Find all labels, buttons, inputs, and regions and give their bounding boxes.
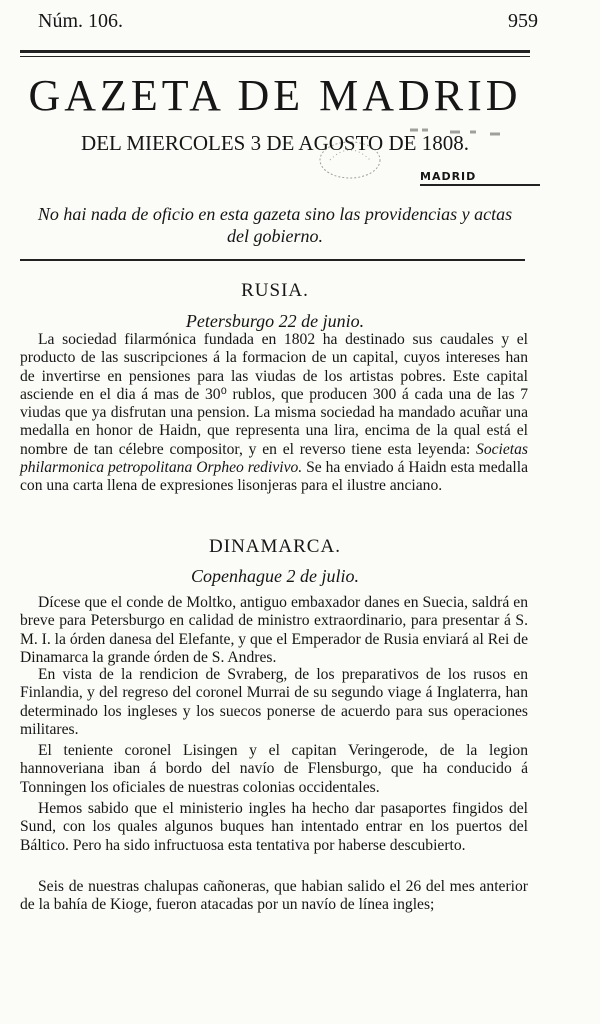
page-number: 959 (508, 10, 538, 32)
stamp-underline (420, 184, 540, 186)
dateline-dinamarca: Copenhague 2 de julio. (191, 566, 359, 586)
notice-line-2: del gobierno. (227, 226, 323, 246)
header-rule-thin (20, 56, 530, 57)
page-header (38, 10, 538, 36)
masthead-title: GAZETA DE MADRID (28, 71, 522, 120)
article-paragraph: En vista de la rendicion de Svraberg, de los preparativos de los rusos en Finlandia, y del regreso del coronel Murrai de su segundo viage á Inglaterra, han determinado los ingleses y los suecos ponerse de acuerdo para sus operaciones militares. (20, 666, 528, 738)
stamp-text: MADRID (420, 170, 477, 183)
issue-number: Núm. 106. (38, 10, 123, 32)
dateline: DEL MIERCOLES 3 DE AGOSTO DE 1808. (81, 131, 469, 155)
dateline-rusia: Petersburgo 22 de junio. (185, 311, 365, 331)
medal-motto: Societas philarmonica petropolitana Orpheo redivivo. (20, 440, 528, 477)
official-notice (30, 203, 520, 247)
article-paragraph: Dícese que el conde de Moltko, antiguo embaxador danes en Suecia, saldrá en breve para Petersburgo en calidad de ministro extraordinario, para presentar á S. M. I. la órden danesa del Elefante, y que el Emperador de Rusia enviará al Rei de Dinamarca la grande órden de S. Andres. (20, 594, 528, 666)
header-rule-thick (20, 50, 530, 53)
section-title-rusia: RUSIA. (241, 280, 309, 301)
notice-line-1: No hai nada de oficio en esta gazeta sino las providencias y actas (37, 204, 513, 224)
article-rusia-text-2: Se ha enviado á Haidn esta medalla con una carta llena de expresiones lisonjeras para el ilustre anciano. (20, 459, 528, 495)
article-rusia (20, 331, 528, 496)
section-divider (20, 259, 525, 261)
article-rusia-text-1: La sociedad filarmónica fundada en 1802 ha destinado sus caudales y el producto de las suscripciones á la formacion de un capital, cuyos intereses han de invertirse en pensiones para las viudas de los artistas pobres. Este capital asciende en el dia á mas de 30⁰ rublos, que producen 300 á cada una de las 7 viudas que ya disfrutan una pension. La misma sociedad ha mandado acuñar una medalla en honor de Haidn, que representa una lira, encima de la qual está el nombre de tan célebre compositor, y en el reverso tiene esta leyenda: (20, 331, 528, 458)
article-paragraph: Seis de nuestras chalupas cañoneras, que habian salido el 26 del mes anterior de la bahía de Kioge, fueron atacadas por un navío de línea ingles; (20, 878, 528, 914)
article-paragraph: El teniente coronel Lisingen y el capitan Veringerode, de la legion hannoveriana iban á bordo del navío de Flensburgo, que ha conducido á Tonningen los oficiales de nuestras colonias occidentales. (20, 742, 528, 796)
article-paragraph: Hemos sabido que el ministerio ingles ha hecho dar pasaportes fingidos del Sund, con los quales algunos buques han intentado entrar en los puertos del Báltico. Pero ha sido infructuosa esta tentativa por haberse descubierto. (20, 800, 528, 854)
section-title-dinamarca: DINAMARCA. (209, 536, 341, 557)
